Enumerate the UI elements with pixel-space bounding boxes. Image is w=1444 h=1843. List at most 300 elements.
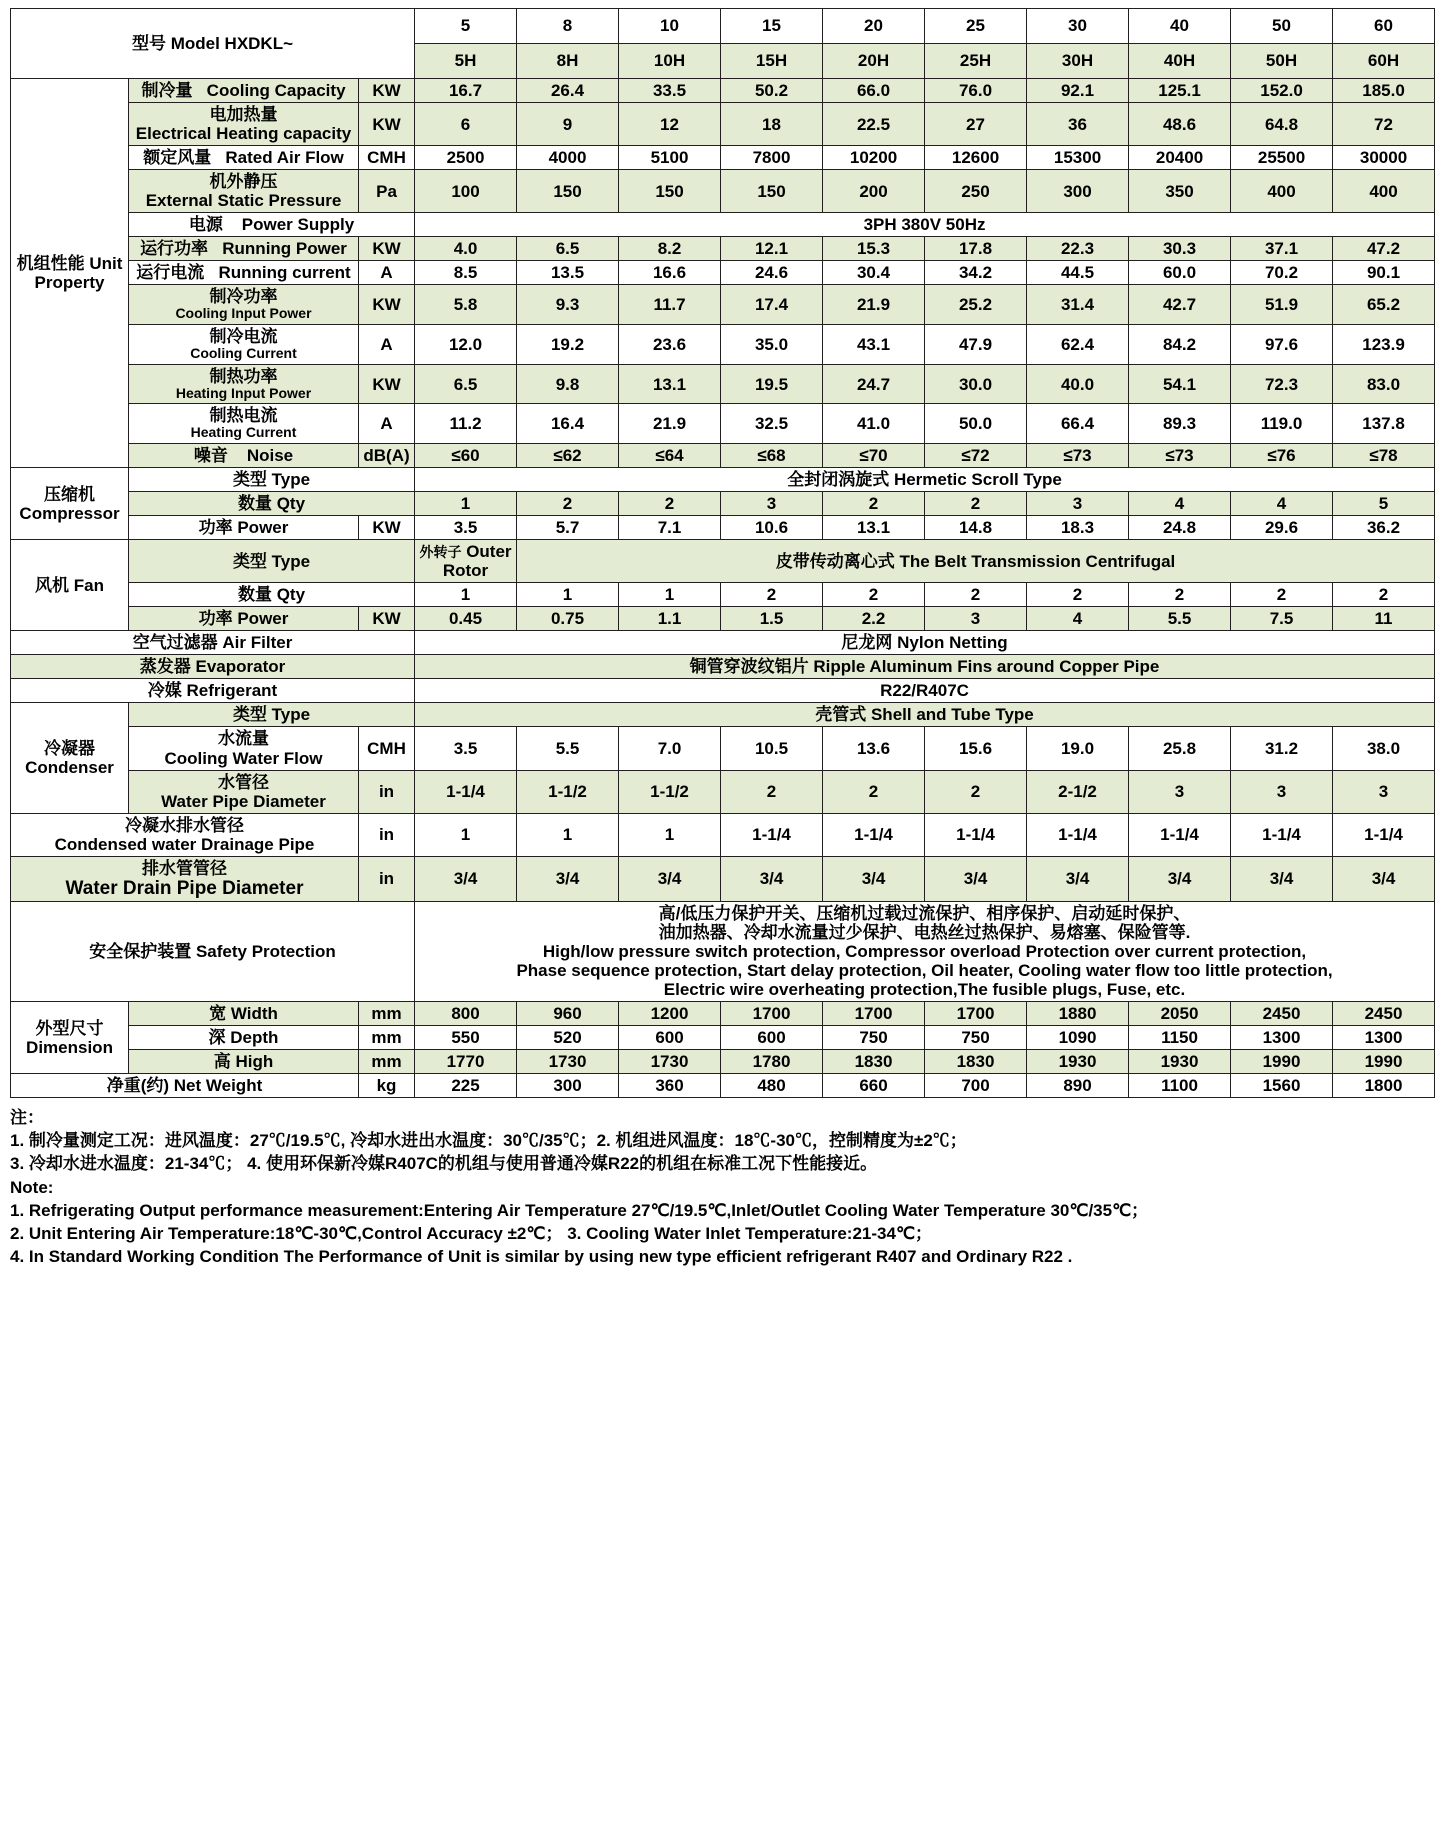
cell: 0.75: [517, 607, 619, 631]
row-label-power-supply-en: Power Supply: [241, 215, 355, 235]
cell: 29.6: [1231, 516, 1333, 540]
row-fan-qty: [11, 583, 1435, 607]
cell: 3/4: [1129, 856, 1231, 901]
row-unit-electrical-heating: KW: [359, 103, 415, 146]
cell: 92.1: [1027, 79, 1129, 103]
cell: 23.6: [619, 324, 721, 364]
cell: 11.2: [415, 404, 517, 444]
row-label-running-power-cn: 运行功率: [140, 239, 209, 259]
row-label-noise-cn: 噪音: [193, 446, 228, 466]
model-h-col-8: 50H: [1231, 44, 1333, 79]
cell: ≤60: [415, 444, 517, 468]
row-label-evaporator: 蒸发器 Evaporator: [11, 655, 415, 679]
cell: 36: [1027, 103, 1129, 146]
cell-power-supply-value: 3PH 380V 50Hz: [415, 213, 1435, 237]
row-electrical-heating-capacity: [11, 103, 1435, 146]
cell: 9.8: [517, 364, 619, 404]
specification-table: [10, 8, 1435, 1098]
cell: 25500: [1231, 146, 1333, 170]
cell: 31.2: [1231, 727, 1333, 770]
safety-line-4: Electric wire overheating protection,The fusible plugs, Fuse, etc.: [663, 980, 1186, 1000]
cell: 51.9: [1231, 285, 1333, 325]
cell: 25.2: [925, 285, 1027, 325]
row-heating-current: [11, 404, 1435, 444]
row-unit-running-current: A: [359, 261, 415, 285]
cell: 1-1/4: [1231, 813, 1333, 856]
row-unit-rated-air-flow: CMH: [359, 146, 415, 170]
row-label-cwf-en: Cooling Water Flow: [164, 748, 323, 768]
cell: 4: [1027, 607, 1129, 631]
row-label-heating-input-power: [129, 364, 359, 404]
cell: 2: [619, 492, 721, 516]
cell: 15.3: [823, 237, 925, 261]
row-label-cooling-capacity: [129, 79, 359, 103]
row-label-esp-cn: 机外静压: [209, 172, 278, 192]
cell: 6.5: [517, 237, 619, 261]
cell: 24.6: [721, 261, 823, 285]
cell: 750: [823, 1026, 925, 1050]
cell: 2: [823, 770, 925, 813]
cell: 200: [823, 170, 925, 213]
cell: 1770: [415, 1050, 517, 1074]
cell: 18: [721, 103, 823, 146]
row-label-running-power: [129, 237, 359, 261]
cell: 150: [517, 170, 619, 213]
cell: 3: [721, 492, 823, 516]
cell: 1.5: [721, 607, 823, 631]
row-label-cc-en: Cooling Current: [190, 345, 297, 362]
model-h-col-6: 30H: [1027, 44, 1129, 79]
model-col-8: 50: [1231, 9, 1333, 44]
row-cooling-water-flow: [11, 727, 1435, 770]
cell-condenser-type-value: 壳管式 Shell and Tube Type: [415, 703, 1435, 727]
cell: 76.0: [925, 79, 1027, 103]
cell: 4: [1129, 492, 1231, 516]
row-dimension-depth: [11, 1026, 1435, 1050]
row-external-static-pressure: [11, 170, 1435, 213]
cell: 3/4: [823, 856, 925, 901]
row-unit-cwf: CMH: [359, 727, 415, 770]
cell: 35.0: [721, 324, 823, 364]
cell: 1090: [1027, 1026, 1129, 1050]
cell: 17.8: [925, 237, 1027, 261]
cell: 7800: [721, 146, 823, 170]
row-dimension-width: [11, 1002, 1435, 1026]
cell: 6: [415, 103, 517, 146]
cell: 4.0: [415, 237, 517, 261]
cell: 1-1/2: [619, 770, 721, 813]
cell: 84.2: [1129, 324, 1231, 364]
row-label-running-current-cn: 运行电流: [136, 263, 205, 283]
cell: 1: [415, 813, 517, 856]
cell: 2: [823, 583, 925, 607]
cell: 72: [1333, 103, 1435, 146]
cell: 33.5: [619, 79, 721, 103]
cell: 1830: [925, 1050, 1027, 1074]
cell: 5100: [619, 146, 721, 170]
row-label-noise-en: Noise: [246, 446, 294, 466]
cell: 12600: [925, 146, 1027, 170]
cell: 3: [1231, 770, 1333, 813]
row-unit-esp: Pa: [359, 170, 415, 213]
row-dimension-high: [11, 1050, 1435, 1074]
cell: 9: [517, 103, 619, 146]
model-col-4: 20: [823, 9, 925, 44]
row-safety-protection: [11, 901, 1435, 1001]
cell: 1560: [1231, 1074, 1333, 1098]
row-label-cwf-cn: 水流量: [218, 729, 269, 749]
cell: 50.0: [925, 404, 1027, 444]
cell: 17.4: [721, 285, 823, 325]
cell: 30.3: [1129, 237, 1231, 261]
cell: 750: [925, 1026, 1027, 1050]
cell: 24.8: [1129, 516, 1231, 540]
cell: 38.0: [1333, 727, 1435, 770]
row-label-electrical-heating: [129, 103, 359, 146]
group-label-dimension-cn: 外型尺寸: [35, 1018, 104, 1038]
cell: 1-1/4: [925, 813, 1027, 856]
row-label-noise: [129, 444, 359, 468]
cell: 350: [1129, 170, 1231, 213]
cell: 65.2: [1333, 285, 1435, 325]
row-cooling-current: [11, 324, 1435, 364]
cell: 520: [517, 1026, 619, 1050]
cell: 9.3: [517, 285, 619, 325]
notes-block: [10, 1106, 1434, 1268]
cell: 97.6: [1231, 324, 1333, 364]
group-label-dimension-en: Dimension: [26, 1037, 113, 1057]
row-label-cooling-capacity-cn: 制冷量: [141, 81, 193, 100]
cell: 13.6: [823, 727, 925, 770]
row-compressor-type: [11, 468, 1435, 492]
model-h-col-0: 5H: [415, 44, 517, 79]
safety-line-0: 高/低压力保护开关、压缩机过载过流保护、相序保护、启动延时保护、: [658, 903, 1191, 923]
group-label-unit-property-cn: 机组性能: [16, 254, 85, 274]
cell: 600: [619, 1026, 721, 1050]
cell: 152.0: [1231, 79, 1333, 103]
cell: ≤73: [1129, 444, 1231, 468]
cell: 10.6: [721, 516, 823, 540]
row-label-electrical-heating-en: Electrical Heating capacity: [135, 124, 352, 144]
cell: 60.0: [1129, 261, 1231, 285]
cell: 1700: [925, 1002, 1027, 1026]
cell: 10.5: [721, 727, 823, 770]
cell-safety-protection-value: [415, 901, 1435, 1001]
cell: 100: [415, 170, 517, 213]
model-col-9: 60: [1333, 9, 1435, 44]
row-label-wdp-cn: 排水管管径: [142, 858, 227, 878]
cell: 30.4: [823, 261, 925, 285]
row-label-running-power-en: Running Power: [222, 239, 347, 259]
cell: 16.6: [619, 261, 721, 285]
cell: 3/4: [925, 856, 1027, 901]
notes-en-line-1: 2. Unit Entering Air Temperature:18℃-30℃,Control Accuracy ±2℃； 3. Cooling Water Inlet Temperature:21-34℃；: [10, 1223, 933, 1243]
row-unit-compressor-power: KW: [359, 516, 415, 540]
cell: 47.2: [1333, 237, 1435, 261]
cell: 2: [823, 492, 925, 516]
row-label-power-supply-cn: 电源: [188, 215, 223, 235]
row-cooling-input-power: [11, 285, 1435, 325]
cell: 11: [1333, 607, 1435, 631]
cell: 7.0: [619, 727, 721, 770]
model-col-7: 40: [1129, 9, 1231, 44]
cell: 1.1: [619, 607, 721, 631]
notes-en-title: Note:: [10, 1177, 54, 1197]
group-label-compressor: [11, 468, 129, 540]
cell: 37.1: [1231, 237, 1333, 261]
row-unit-high: mm: [359, 1050, 415, 1074]
row-net-weight: [11, 1074, 1435, 1098]
cell: 700: [925, 1074, 1027, 1098]
row-label-heating-current: [129, 404, 359, 444]
row-label-hc-en: Heating Current: [190, 424, 297, 441]
cell: 2: [925, 770, 1027, 813]
row-label-rated-air-flow: [129, 146, 359, 170]
group-label-fan: 风机 Fan: [11, 540, 129, 631]
model-col-2: 10: [619, 9, 721, 44]
cell: 4: [1231, 492, 1333, 516]
row-running-power: [11, 237, 1435, 261]
cell: 3: [925, 607, 1027, 631]
cell: 12: [619, 103, 721, 146]
row-evaporator: [11, 655, 1435, 679]
fan-type-outer-rotor-en: Outer Rotor: [442, 542, 512, 581]
model-h-col-4: 20H: [823, 44, 925, 79]
cell: 550: [415, 1026, 517, 1050]
row-unit-width: mm: [359, 1002, 415, 1026]
cell: 3/4: [415, 856, 517, 901]
notes-cn-title: 注：: [10, 1108, 44, 1128]
cell: 31.4: [1027, 285, 1129, 325]
cell: 89.3: [1129, 404, 1231, 444]
row-fan-type: [11, 540, 1435, 583]
cell: 1-1/4: [823, 813, 925, 856]
row-unit-noise: dB(A): [359, 444, 415, 468]
row-label-running-current: [129, 261, 359, 285]
model-col-5: 25: [925, 9, 1027, 44]
cell: 2050: [1129, 1002, 1231, 1026]
group-label-compressor-en: Compressor: [19, 503, 120, 523]
row-label-cip-cn: 制冷功率: [209, 287, 278, 307]
notes-en-line-2: 4. In Standard Working Condition The Performance of Unit is similar by using new type efficient refrigerant R407 and Ordinary R22 .: [10, 1246, 1073, 1266]
cell: 4000: [517, 146, 619, 170]
cell: 24.7: [823, 364, 925, 404]
row-unit-cip: KW: [359, 285, 415, 325]
cell: 960: [517, 1002, 619, 1026]
cell: 400: [1231, 170, 1333, 213]
cell: 30.0: [925, 364, 1027, 404]
cell: 30000: [1333, 146, 1435, 170]
cell: 185.0: [1333, 79, 1435, 103]
safety-line-3: Phase sequence protection, Start delay protection, Oil heater, Cooling water flow too little protection,: [516, 961, 1333, 981]
cell: 7.5: [1231, 607, 1333, 631]
safety-line-1: 油加热器、冷却水流量过少保护、电热丝过热保护、易熔塞、保险管等.: [658, 922, 1191, 942]
row-unit-cooling-capacity: KW: [359, 79, 415, 103]
cell: 1100: [1129, 1074, 1231, 1098]
row-unit-hc: A: [359, 404, 415, 444]
group-label-condenser-cn: 冷凝器: [44, 738, 95, 758]
cell: 1930: [1129, 1050, 1231, 1074]
cell: 5.5: [1129, 607, 1231, 631]
row-label-cooling-capacity-en: Cooling Capacity: [206, 81, 346, 100]
row-rated-air-flow: [11, 146, 1435, 170]
cell: ≤64: [619, 444, 721, 468]
row-water-drain-pipe-diameter: [11, 856, 1435, 901]
safety-line-2: High/low pressure switch protection, Compressor overload Protection over current protection,: [542, 942, 1307, 962]
cell: 300: [1027, 170, 1129, 213]
row-heating-input-power: [11, 364, 1435, 404]
cell: ≤70: [823, 444, 925, 468]
row-label-cc-cn: 制冷电流: [209, 326, 278, 346]
model-h-col-3: 15H: [721, 44, 823, 79]
cell: 21.9: [619, 404, 721, 444]
row-label-hip-cn: 制热功率: [209, 366, 278, 386]
cell: 1730: [619, 1050, 721, 1074]
cell: 2.2: [823, 607, 925, 631]
row-label-fan-type: 类型 Type: [129, 540, 415, 583]
row-label-water-pipe-diameter: [129, 770, 359, 813]
cell: 2: [1333, 583, 1435, 607]
notes-cn-line-0: 1. 制冷量测定工况：进风温度：27℃/19.5℃, 冷却水进出水温度：30℃/35℃；2. 机组进风温度：18℃-30℃，控制精度为±2℃；: [10, 1131, 967, 1151]
cell: 11.7: [619, 285, 721, 325]
notes-en-line-0: 1. Refrigerating Output performance measurement:Entering Air Temperature 27℃/19.5℃,Inlet/Outlet Cooling Water Temperature 30℃/35℃；: [10, 1200, 1149, 1220]
cell: 3/4: [1027, 856, 1129, 901]
cell: ≤68: [721, 444, 823, 468]
row-label-net-weight: 净重(约) Net Weight: [11, 1074, 359, 1098]
cell: 66.4: [1027, 404, 1129, 444]
row-label-drainage-cn: 冷凝水排水管径: [125, 815, 244, 835]
cell: 27: [925, 103, 1027, 146]
cell: 2: [1231, 583, 1333, 607]
group-label-condenser-en: Condenser: [25, 758, 114, 778]
cell: 1: [517, 583, 619, 607]
cell: 62.4: [1027, 324, 1129, 364]
row-label-compressor-qty: 数量 Qty: [129, 492, 415, 516]
cell: 43.1: [823, 324, 925, 364]
table-header-row-models: [11, 9, 1435, 44]
cell: 660: [823, 1074, 925, 1098]
cell: 3: [1027, 492, 1129, 516]
row-compressor-power: [11, 516, 1435, 540]
cell-refrigerant-value: R22/R407C: [415, 679, 1435, 703]
cell: 300: [517, 1074, 619, 1098]
row-label-hip-en: Heating Input Power: [175, 384, 312, 401]
row-label-width: 宽 Width: [129, 1002, 359, 1026]
cell: 50.2: [721, 79, 823, 103]
row-label-fan-power: 功率 Power: [129, 607, 359, 631]
cell: 2: [1129, 583, 1231, 607]
cell: 66.0: [823, 79, 925, 103]
notes-cn-line-1: 3. 冷却水进水温度：21-34℃； 4. 使用环保新冷媒R407C的机组与使用普通冷媒R22的机组在标准工况下性能接近。: [10, 1154, 878, 1174]
cell: 1730: [517, 1050, 619, 1074]
row-label-water-drain-pipe: [11, 856, 359, 901]
cell-air-filter-value: 尼龙网 Nylon Netting: [415, 631, 1435, 655]
cell: 2: [721, 583, 823, 607]
cell: 3/4: [1333, 856, 1435, 901]
model-col-0: 5: [415, 9, 517, 44]
cell: 19.0: [1027, 727, 1129, 770]
row-label-compressor-type: 类型 Type: [129, 468, 415, 492]
cell: 1: [415, 492, 517, 516]
row-unit-net-weight: kg: [359, 1074, 415, 1098]
cell-fan-type-belt: 皮带传动离心式 The Belt Transmission Centrifugal: [517, 540, 1435, 583]
cell: 1200: [619, 1002, 721, 1026]
row-label-high: 高 High: [129, 1050, 359, 1074]
row-unit-drainage: in: [359, 813, 415, 856]
fan-type-outer-rotor-cn: 外转子: [419, 544, 462, 561]
cell: 21.9: [823, 285, 925, 325]
row-label-hc-cn: 制热电流: [209, 406, 278, 426]
row-label-fan-qty: 数量 Qty: [129, 583, 415, 607]
cell: 13.5: [517, 261, 619, 285]
cell: 40.0: [1027, 364, 1129, 404]
cell: 150: [619, 170, 721, 213]
cell: 1780: [721, 1050, 823, 1074]
cell: 2450: [1333, 1002, 1435, 1026]
cell: 15300: [1027, 146, 1129, 170]
group-label-unit-property-en: Unit Property: [34, 254, 123, 293]
cell: ≤73: [1027, 444, 1129, 468]
cell: 44.5: [1027, 261, 1129, 285]
row-label-cooling-input-power: [129, 285, 359, 325]
cell: 2: [925, 583, 1027, 607]
model-h-col-9: 60H: [1333, 44, 1435, 79]
cell: 64.8: [1231, 103, 1333, 146]
cell: 480: [721, 1074, 823, 1098]
cell: 150: [721, 170, 823, 213]
row-label-electrical-heating-cn: 电加热量: [209, 105, 278, 125]
cell: ≤76: [1231, 444, 1333, 468]
row-label-depth: 深 Depth: [129, 1026, 359, 1050]
cell: 15.6: [925, 727, 1027, 770]
cell: 1830: [823, 1050, 925, 1074]
cell: 54.1: [1129, 364, 1231, 404]
cell: 20400: [1129, 146, 1231, 170]
row-label-refrigerant: 冷媒 Refrigerant: [11, 679, 415, 703]
row-label-safety-protection: 安全保护装置 Safety Protection: [11, 901, 415, 1001]
row-running-current: [11, 261, 1435, 285]
row-power-supply: [11, 213, 1435, 237]
cell: 36.2: [1333, 516, 1435, 540]
row-label-drainage-en: Condensed water Drainage Pipe: [54, 834, 315, 854]
model-h-col-2: 10H: [619, 44, 721, 79]
row-label-wdp-en: Water Drain Pipe Diameter: [65, 877, 304, 899]
cell: 3.5: [415, 516, 517, 540]
group-label-dimension: [11, 1002, 129, 1074]
cell: 5.8: [415, 285, 517, 325]
cell: 1990: [1231, 1050, 1333, 1074]
cell: 123.9: [1333, 324, 1435, 364]
cell: 1150: [1129, 1026, 1231, 1050]
row-label-running-current-en: Running current: [218, 263, 351, 283]
cell: 90.1: [1333, 261, 1435, 285]
cell: 2: [1027, 583, 1129, 607]
cell: 1990: [1333, 1050, 1435, 1074]
cell: 3: [1129, 770, 1231, 813]
cell: 19.5: [721, 364, 823, 404]
cell: 48.6: [1129, 103, 1231, 146]
cell-compressor-type-value: 全封闭涡旋式 Hermetic Scroll Type: [415, 468, 1435, 492]
cell: 125.1: [1129, 79, 1231, 103]
row-refrigerant: [11, 679, 1435, 703]
cell: 1-1/4: [1333, 813, 1435, 856]
cell: 1300: [1333, 1026, 1435, 1050]
group-label-condenser: [11, 703, 129, 813]
cell: 3/4: [1231, 856, 1333, 901]
cell: 800: [415, 1002, 517, 1026]
model-col-1: 8: [517, 9, 619, 44]
model-h-col-5: 25H: [925, 44, 1027, 79]
